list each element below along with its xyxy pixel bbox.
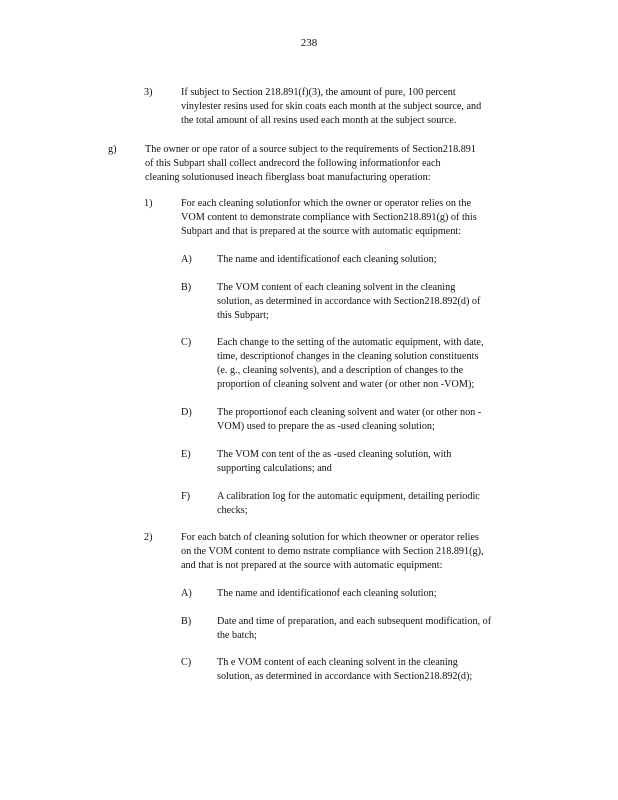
paragraph-text (217, 490, 480, 518)
paragraph-label: 3) (144, 87, 153, 98)
text-line: VOM content to demonstrate compliance with Section218.891(g) of this (181, 212, 477, 223)
paragraph-label: D) (181, 407, 192, 418)
paragraph-text (181, 86, 481, 128)
paragraph-text (181, 197, 477, 239)
text-line: supporting calculations; and (217, 463, 332, 474)
paragraph-g-1-D (181, 406, 541, 436)
text-line: cleaning solutionused ineach fiberglass boat manufacturing operation: (145, 172, 431, 183)
paragraph-g (108, 143, 548, 187)
paragraph-label: 2) (144, 532, 153, 543)
text-line: The owner or ope rator of a source subject to the requirements of Section218.891 (145, 144, 476, 155)
paragraph-g-1-B (181, 281, 541, 325)
paragraph-text (217, 281, 480, 323)
text-line: If subject to Section 218.891(f)(3), the amount of pure, 100 percent (181, 87, 456, 98)
paragraph-g-1-A (181, 253, 541, 269)
text-line: checks; (217, 505, 248, 516)
text-line: VOM) used to prepare the as -used cleaning solution; (217, 421, 435, 432)
paragraph-text (217, 336, 484, 392)
paragraph-g-1 (144, 197, 544, 241)
text-line: this Subpart; (217, 310, 269, 321)
text-line: Date and time of preparation, and each subsequent modification, of (217, 616, 492, 627)
paragraph-label: B) (181, 616, 192, 627)
text-line: proportion of cleaning solvent and water (or other non -VOM); (217, 379, 475, 390)
text-line: and that is not prepared at the source with automatic equipment: (181, 560, 443, 571)
text-line: solution, as determined in accordance with Section218.892(d) of (217, 296, 481, 307)
paragraph-g-2-B (181, 615, 541, 645)
paragraph-text (217, 656, 472, 684)
text-line: The name and identificationof each cleaning solution; (217, 588, 437, 599)
text-line: The proportionof each cleaning solvent and water (or other non - (217, 407, 482, 418)
text-line: The name and identificationof each cleaning solution; (217, 254, 437, 265)
text-line: on the VOM content to demo nstrate compliance with Section 218.891(g), (181, 546, 484, 557)
paragraph-label: E) (181, 449, 191, 460)
text-line: The VOM con tent of the as -used cleaning solution, with (217, 449, 452, 460)
text-line: Subpart and that is prepared at the source with automatic equipment: (181, 226, 462, 237)
paragraph-text (217, 587, 437, 601)
paragraph-label: A) (181, 588, 192, 599)
text-line: vinylester resins used for skin coats each month at the subject source, and (181, 101, 482, 112)
text-line: Each change to the setting of the automatic equipment, with date, (217, 337, 484, 348)
paragraph-g-1-F (181, 490, 541, 520)
paragraph-label: C) (181, 657, 192, 668)
paragraph-g-1-C (181, 336, 541, 394)
text-line: Th e VOM content of each cleaning solvent in the cleaning (217, 657, 458, 668)
paragraph-g-2-A (181, 587, 541, 603)
text-line: the batch; (217, 630, 257, 641)
text-line: the total amount of all resins used each month at the subject source. (181, 115, 457, 126)
text-line: time, descriptionof changes in the cleaning solution constituents (217, 351, 479, 362)
page-number: 238 (300, 37, 318, 49)
paragraph-text (145, 143, 476, 185)
paragraph-text (217, 253, 437, 267)
paragraph-label: A) (181, 254, 192, 265)
text-line: solution, as determined in accordance with Section218.892(d); (217, 671, 473, 682)
paragraph-g-1-E (181, 448, 541, 478)
paragraph-text (217, 448, 451, 476)
text-line: (e. g., cleaning solvents), and a description of changes to the (217, 365, 464, 376)
paragraph-label: B) (181, 282, 192, 293)
paragraph-g-2-C (181, 656, 541, 686)
paragraph-label: 1) (144, 198, 153, 209)
text-line: For each batch of cleaning solution for which theowner or operator relies (181, 532, 479, 543)
paragraph-label: F) (181, 491, 191, 502)
text-line: of this Subpart shall collect andrecord the following informationfor each (145, 158, 441, 169)
paragraph-text (181, 531, 484, 573)
paragraph-3 (144, 86, 544, 130)
paragraph-g-2 (144, 531, 544, 575)
text-line: For each cleaning solutionfor which the owner or operator relies on the (181, 198, 471, 209)
paragraph-text (217, 406, 481, 434)
paragraph-label: C) (181, 337, 192, 348)
paragraph-text (217, 615, 491, 643)
paragraph-label: g) (108, 144, 117, 155)
text-line: The VOM content of each cleaning solvent in the cleaning (217, 282, 456, 293)
text-line: A calibration log for the automatic equipment, detailing periodic (217, 491, 480, 502)
